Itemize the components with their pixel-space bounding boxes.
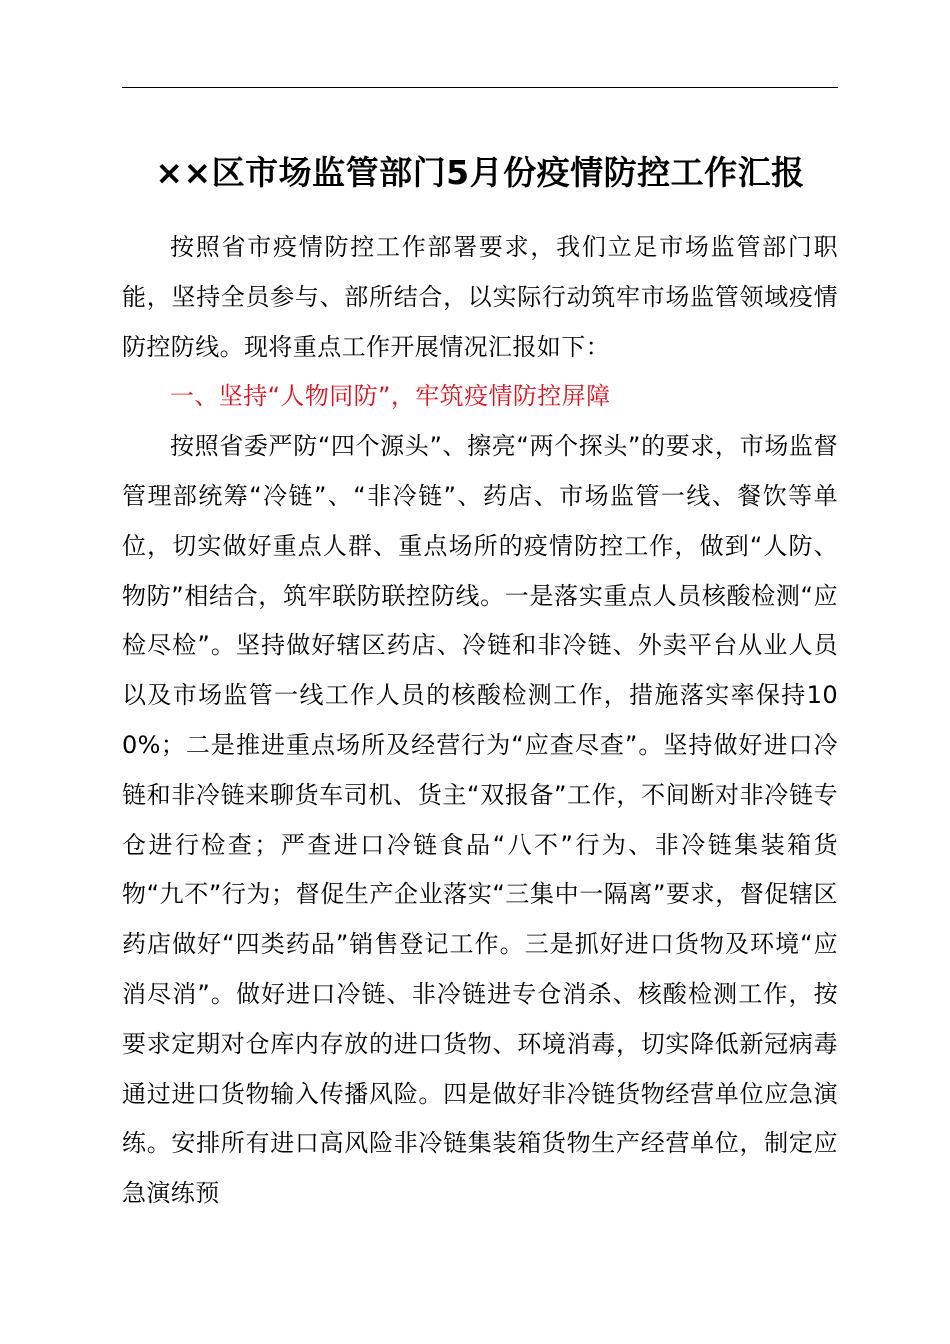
section-heading: 一、坚持“人物同防”，牢筑疫情防控屏障 bbox=[170, 382, 611, 411]
section-paragraph: 按照省委严防“四个源头”、擦亮“两个探头”的要求，市场监督管理部统筹“冷链”、“非冷链”、药店、市场监管一线、餐饮等单位，切实做好重点人群、重点场所的疫情防控工作，做到“人防、物防”相结合，筑牢联防联控防线。一是落实重点人员核酸检测“应检尽检”。坚持做好辖区药店、冷链和非冷链、外卖平台从业人员以及市场监管一线工作人员的核酸检测工作，措施落实率保持100%；二是推进重点场所及经营行为“应查尽查”。坚持做好进口冷链和非冷链来聊货车司机、货主“双报备”工作，不间断对非冷链专仓进行检查；严查进口冷链食品“八不”行为、非冷链集装箱货物“九不”行为；督促生产企业落实“三集中一隔离”要求，督促辖区药店做好“四类药品”销售登记工作。三是抓好进口货物及环境“应消尽消”。做好进口冷链、非冷链进专仓消杀、核酸检测工作，按要求定期对仓库内存放的进口货物、环境消毒，切实降低新冠病毒通过进口货物输入传播风险。四是做好非冷链货物经营单位应急演练。安排所有进口高风险非冷链集装箱货物生产经营单位，制定应急演练预 bbox=[122, 432, 839, 1208]
intro-paragraph: 按照省市疫情防控工作部署要求，我们立足市场监管部门职能，坚持全员参与、部所结合，以实际行动筑牢市场监管领域疫情防控防线。现将重点工作开展情况汇报如下： bbox=[122, 233, 838, 361]
document-body bbox=[122, 223, 838, 1219]
document-title: ××区市场监管部门5月份疫情防控工作汇报 bbox=[155, 153, 805, 192]
header-rule bbox=[122, 87, 838, 88]
